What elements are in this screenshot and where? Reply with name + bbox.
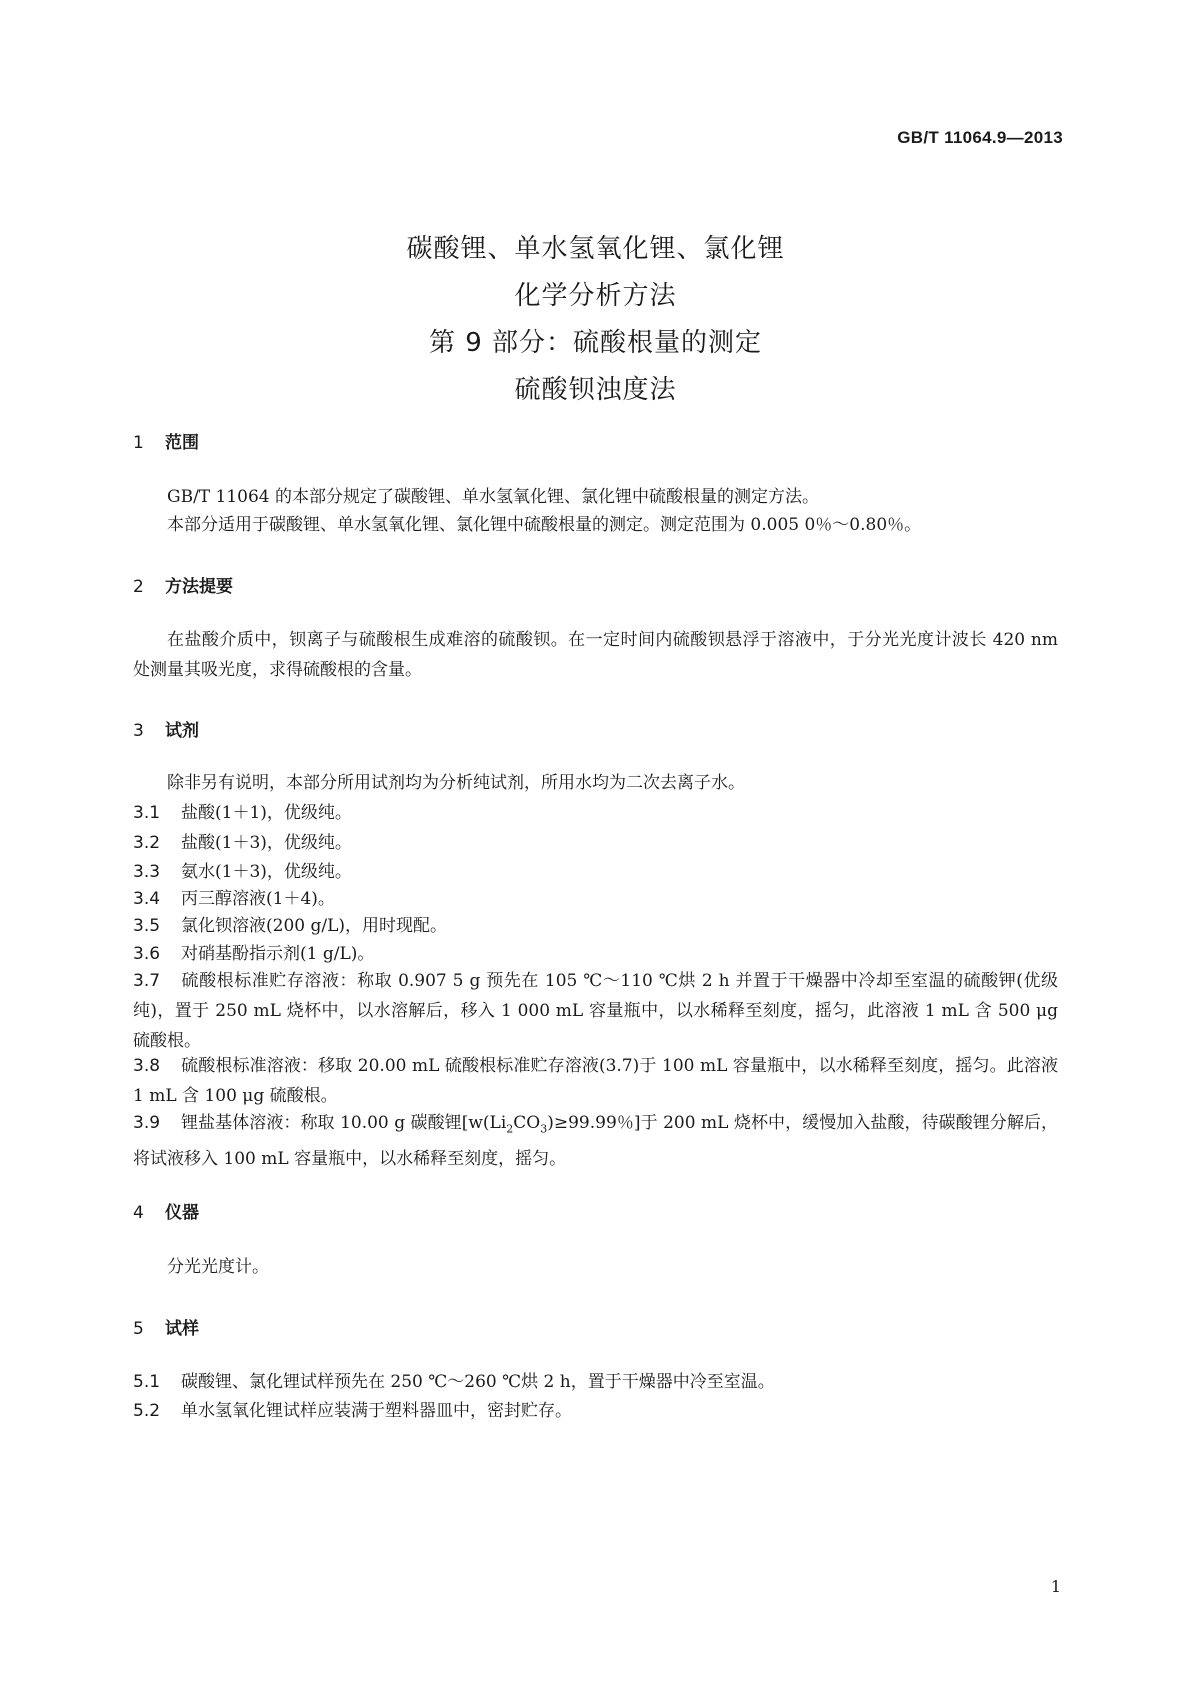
item-text: 氯化钡溶液(200 g/L)，用时现配。 bbox=[181, 916, 448, 936]
section-title: 仪器 bbox=[165, 1203, 199, 1223]
item-number: 3.2 bbox=[133, 833, 161, 853]
section-number: 1 bbox=[133, 433, 144, 453]
sample-item-5-1 bbox=[133, 1367, 1058, 1397]
title-line-2: 化学分析方法 bbox=[514, 281, 677, 311]
reagent-item-3-1 bbox=[133, 798, 1058, 828]
item-text: 盐酸(1＋3)，优级纯。 bbox=[181, 833, 352, 853]
section-title: 试样 bbox=[165, 1319, 199, 1339]
item-number: 3.1 bbox=[133, 803, 161, 823]
item-text: 硫酸根标准贮存溶液：称取 0.907 5 g 预先在 105 ℃～110 ℃烘 2 h 并置于干燥器中冷却至室温的硫酸钾(优级纯)，置于 250 mL 烧杯中，以水溶解后，移入 1 000 mL 容量瓶中，以水稀释至刻度，摇匀，此溶液 1 mL 含 500 μg 硫酸根。 bbox=[133, 971, 1058, 1051]
reagent-item-3-6 bbox=[133, 939, 1058, 969]
reagent-item-3-5 bbox=[133, 911, 1058, 941]
item-text: 氨水(1＋3)，优级纯。 bbox=[181, 862, 352, 882]
item-text: 单水氢氧化锂试样应装满于塑料器皿中，密封贮存。 bbox=[181, 1401, 572, 1421]
item-text-part-1: 锂盐基体溶液：称取 10.00 g 碳酸锂[w(Li bbox=[181, 1113, 507, 1133]
title-line-4: 硫酸钡浊度法 bbox=[514, 375, 677, 405]
section-1-heading bbox=[133, 428, 199, 453]
section-4-heading bbox=[133, 1198, 199, 1223]
sample-item-5-2 bbox=[133, 1396, 1058, 1426]
title-line-3: 第 9 部分：硫酸根量的测定 bbox=[428, 328, 763, 358]
section-number: 3 bbox=[133, 721, 144, 741]
section-1-paragraph-2: 本部分适用于碳酸锂、单水氢氧化锂、氯化锂中硫酸根量的测定。测定范围为 0.005 0％～0.80％。 bbox=[167, 515, 922, 535]
item-text: 盐酸(1＋1)，优级纯。 bbox=[181, 803, 352, 823]
section-number: 2 bbox=[133, 577, 144, 597]
section-3-intro: 除非另有说明，本部分所用试剂均为分析纯试剂，所用水均为二次去离子水。 bbox=[167, 773, 745, 793]
section-number: 5 bbox=[133, 1319, 144, 1339]
section-3-heading bbox=[133, 716, 199, 741]
section-2-paragraph-1: 在盐酸介质中，钡离子与硫酸根生成难溶的硫酸钡。在一定时间内硫酸钡悬浮于溶液中，于分光光度计波长 420 nm 处测量其吸光度，求得硫酸根的含量。 bbox=[133, 630, 1058, 680]
item-text: 硫酸根标准溶液：移取 20.00 mL 硫酸根标准贮存溶液(3.7)于 100 mL 容量瓶中，以水稀释至刻度，摇匀。此溶液 1 mL 含 100 μg 硫酸根。 bbox=[133, 1056, 1058, 1106]
section-1-paragraph-1: GB/T 11064 的本部分规定了碳酸锂、单水氢氧化锂、氯化锂中硫酸根量的测定方法。 bbox=[167, 487, 820, 507]
section-4-paragraph-1: 分光光度计。 bbox=[167, 1257, 269, 1277]
reagent-item-3-9 bbox=[133, 1108, 1058, 1174]
reagent-item-3-7 bbox=[133, 966, 1058, 1056]
section-number: 4 bbox=[133, 1203, 144, 1223]
subscript-3: 3 bbox=[540, 1122, 548, 1136]
item-number: 5.1 bbox=[133, 1372, 161, 1392]
page-number: 1 bbox=[1050, 1577, 1061, 1596]
item-number: 5.2 bbox=[133, 1401, 161, 1421]
section-title: 方法提要 bbox=[165, 577, 233, 597]
item-number: 3.7 bbox=[133, 971, 161, 991]
item-number: 3.5 bbox=[133, 916, 161, 936]
item-number: 3.4 bbox=[133, 889, 161, 909]
reagent-item-3-2 bbox=[133, 828, 1058, 858]
item-text: 碳酸锂、氯化锂试样预先在 250 ℃～260 ℃烘 2 h，置于干燥器中冷至室温。 bbox=[181, 1372, 775, 1392]
section-title: 范围 bbox=[165, 433, 199, 453]
item-text-part-2: CO bbox=[513, 1113, 541, 1133]
title-line-1: 碳酸锂、单水氢氧化锂、氯化锂 bbox=[406, 234, 785, 264]
standard-number: GB/T 11064.9—2013 bbox=[897, 128, 1063, 147]
reagent-item-3-4 bbox=[133, 884, 1058, 914]
item-text-part-3: )≥99.99％]于 200 mL 烧杯中，缓慢加入盐酸，待碳酸锂分解后，将试液移入 100 mL 容量瓶中，以水稀释至刻度，摇匀。 bbox=[133, 1113, 1058, 1170]
reagent-item-3-8 bbox=[133, 1051, 1058, 1111]
subscript-2: 2 bbox=[506, 1122, 514, 1136]
item-text: 对硝基酚指示剂(1 g/L)。 bbox=[181, 944, 375, 964]
section-title: 试剂 bbox=[165, 721, 199, 741]
item-number: 3.6 bbox=[133, 944, 161, 964]
section-5-heading bbox=[133, 1314, 199, 1339]
item-number: 3.3 bbox=[133, 862, 161, 882]
item-number: 3.8 bbox=[133, 1056, 161, 1076]
document-title bbox=[0, 226, 1191, 414]
section-2-heading bbox=[133, 572, 233, 597]
item-text: 丙三醇溶液(1＋4)。 bbox=[181, 889, 335, 909]
reagent-item-3-3 bbox=[133, 857, 1058, 887]
item-number: 3.9 bbox=[133, 1113, 161, 1133]
